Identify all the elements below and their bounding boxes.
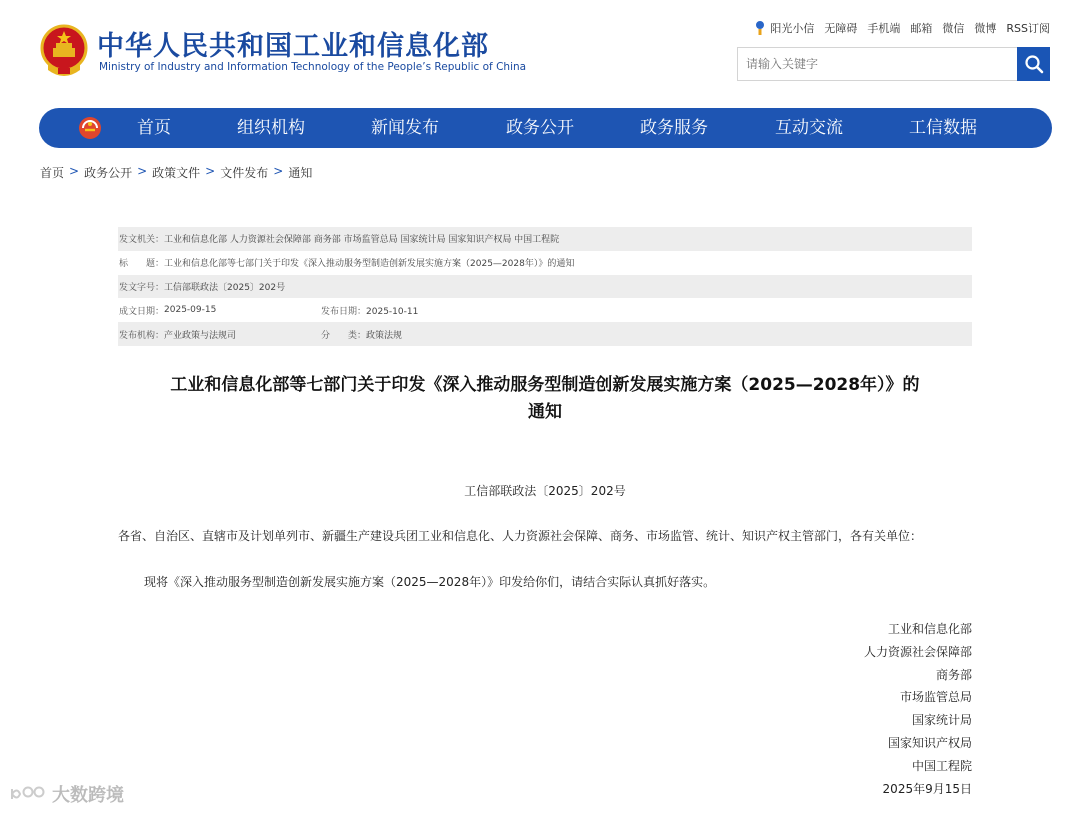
- info-label: 成文日期：: [119, 306, 165, 317]
- info-value: 工信部联政法〔2025〕202号: [164, 282, 286, 293]
- nav-item-data[interactable]: 工信数据: [909, 118, 977, 138]
- info-label: 标 题：: [119, 259, 165, 270]
- toplink-sunshine[interactable]: [754, 20, 814, 36]
- document-number: 工信部联政法〔2025〕202号: [464, 484, 626, 498]
- info-label: 发布机构：: [119, 330, 165, 341]
- watermark-logo-icon: [8, 783, 48, 805]
- signature-line: 国家统计局: [911, 713, 972, 728]
- search-icon: [1024, 54, 1044, 74]
- mascot-icon: [754, 20, 766, 36]
- article-title-line: 通知: [528, 402, 562, 422]
- toplink-rss[interactable]: RSS订阅: [1006, 22, 1050, 35]
- article-title-line: 工业和信息化部等七部门关于印发《深入推动服务型制造创新发展实施方案（2025—2028年）》的: [170, 375, 920, 395]
- signature-line: 市场监管总局: [899, 690, 972, 705]
- toplink-wechat[interactable]: 微信: [942, 22, 965, 35]
- article-title: [118, 372, 972, 426]
- info-row-dates: [118, 298, 972, 322]
- info-label: 发布日期：: [321, 306, 367, 317]
- article-salutation: 各省、自治区、直辖市及计划单列市、新疆生产建设兵团工业和信息化、人力资源社会保障、商务、市场监管、统计、知识产权主管部门，各有关单位：: [118, 529, 923, 543]
- breadcrumb-home[interactable]: 首页: [40, 166, 65, 180]
- info-value: 工业和信息化部等七部门关于印发《深入推动服务型制造创新发展实施方案（2025—2028年）》的通知: [164, 259, 575, 270]
- ministry-logo-icon[interactable]: [77, 115, 103, 141]
- signature-line: 工业和信息化部: [887, 622, 972, 636]
- breadcrumb-separator: >: [273, 164, 284, 178]
- search-button[interactable]: [1017, 47, 1050, 81]
- national-emblem-icon[interactable]: [40, 24, 88, 76]
- info-label: 发文字号：: [119, 282, 165, 293]
- toplink-label: 阳光小信: [770, 22, 815, 35]
- nav-item-organization[interactable]: 组织机构: [237, 118, 305, 138]
- watermark: [8, 781, 124, 807]
- info-category-group: [321, 328, 402, 341]
- info-label: 发文机关：: [119, 235, 165, 246]
- info-value: 产业政策与法规司: [164, 330, 237, 341]
- info-label: 分 类：: [321, 330, 367, 341]
- signature-date: 2025年9月15日: [882, 781, 972, 796]
- main-nav: [39, 108, 1052, 148]
- toplink-mobile[interactable]: 手机端: [867, 22, 901, 35]
- site-header: [0, 0, 1080, 100]
- info-published-group: [321, 304, 418, 317]
- breadcrumb-separator: >: [205, 164, 216, 178]
- info-value: 政策法规: [366, 330, 403, 341]
- signature-line: 中国工程院: [911, 758, 972, 773]
- info-value: 2025-09-15: [164, 305, 217, 316]
- nav-item-services[interactable]: 政务服务: [640, 118, 708, 138]
- toplink-weibo[interactable]: 微博: [974, 22, 997, 35]
- info-row-issuer: [118, 227, 972, 251]
- signature-line: 商务部: [935, 667, 972, 682]
- site-subtitle: Ministry of Industry and Information Technology of the People’s Republic of China: [99, 61, 527, 73]
- info-row-org: [118, 322, 972, 346]
- breadcrumb: [40, 164, 312, 181]
- nav-item-home[interactable]: 首页: [137, 118, 171, 138]
- nav-item-government-affairs[interactable]: 政务公开: [506, 118, 574, 138]
- breadcrumb-policy-documents[interactable]: 政策文件: [152, 166, 201, 180]
- toplink-accessibility[interactable]: 无障碍: [824, 22, 858, 35]
- info-value: 工业和信息化部 人力资源社会保障部 商务部 市场监管总局 国家统计局 国家知识产权局 中国工程院: [164, 235, 560, 246]
- info-row-docno: [118, 275, 972, 299]
- signature-block: [864, 618, 972, 800]
- nav-item-interaction[interactable]: 互动交流: [775, 118, 843, 138]
- info-row-title: [118, 251, 972, 275]
- info-value: 2025-10-11: [366, 306, 419, 317]
- article-body: 现将《深入推动服务型制造创新发展实施方案（2025—2028年）》印发给你们，请结合实际认真抓好落实。: [144, 575, 716, 589]
- breadcrumb-separator: >: [137, 164, 148, 178]
- breadcrumb-current: 通知: [288, 166, 313, 180]
- document-info-table: [118, 227, 972, 346]
- breadcrumb-document-release[interactable]: 文件发布: [220, 166, 269, 180]
- breadcrumb-separator: >: [69, 164, 80, 178]
- nav-item-news[interactable]: 新闻发布: [371, 118, 439, 138]
- breadcrumb-government-affairs[interactable]: 政务公开: [84, 166, 133, 180]
- top-links: [754, 20, 1050, 36]
- watermark-text: 大数跨境: [52, 785, 124, 806]
- search-box: [737, 47, 1050, 81]
- search-input[interactable]: [738, 48, 1018, 80]
- toplink-mail[interactable]: 邮箱: [910, 22, 933, 35]
- site-title[interactable]: 中华人民共和国工业和信息化部: [97, 31, 489, 62]
- signature-line: 人力资源社会保障部: [863, 644, 972, 659]
- signature-line: 国家知识产权局: [887, 735, 972, 750]
